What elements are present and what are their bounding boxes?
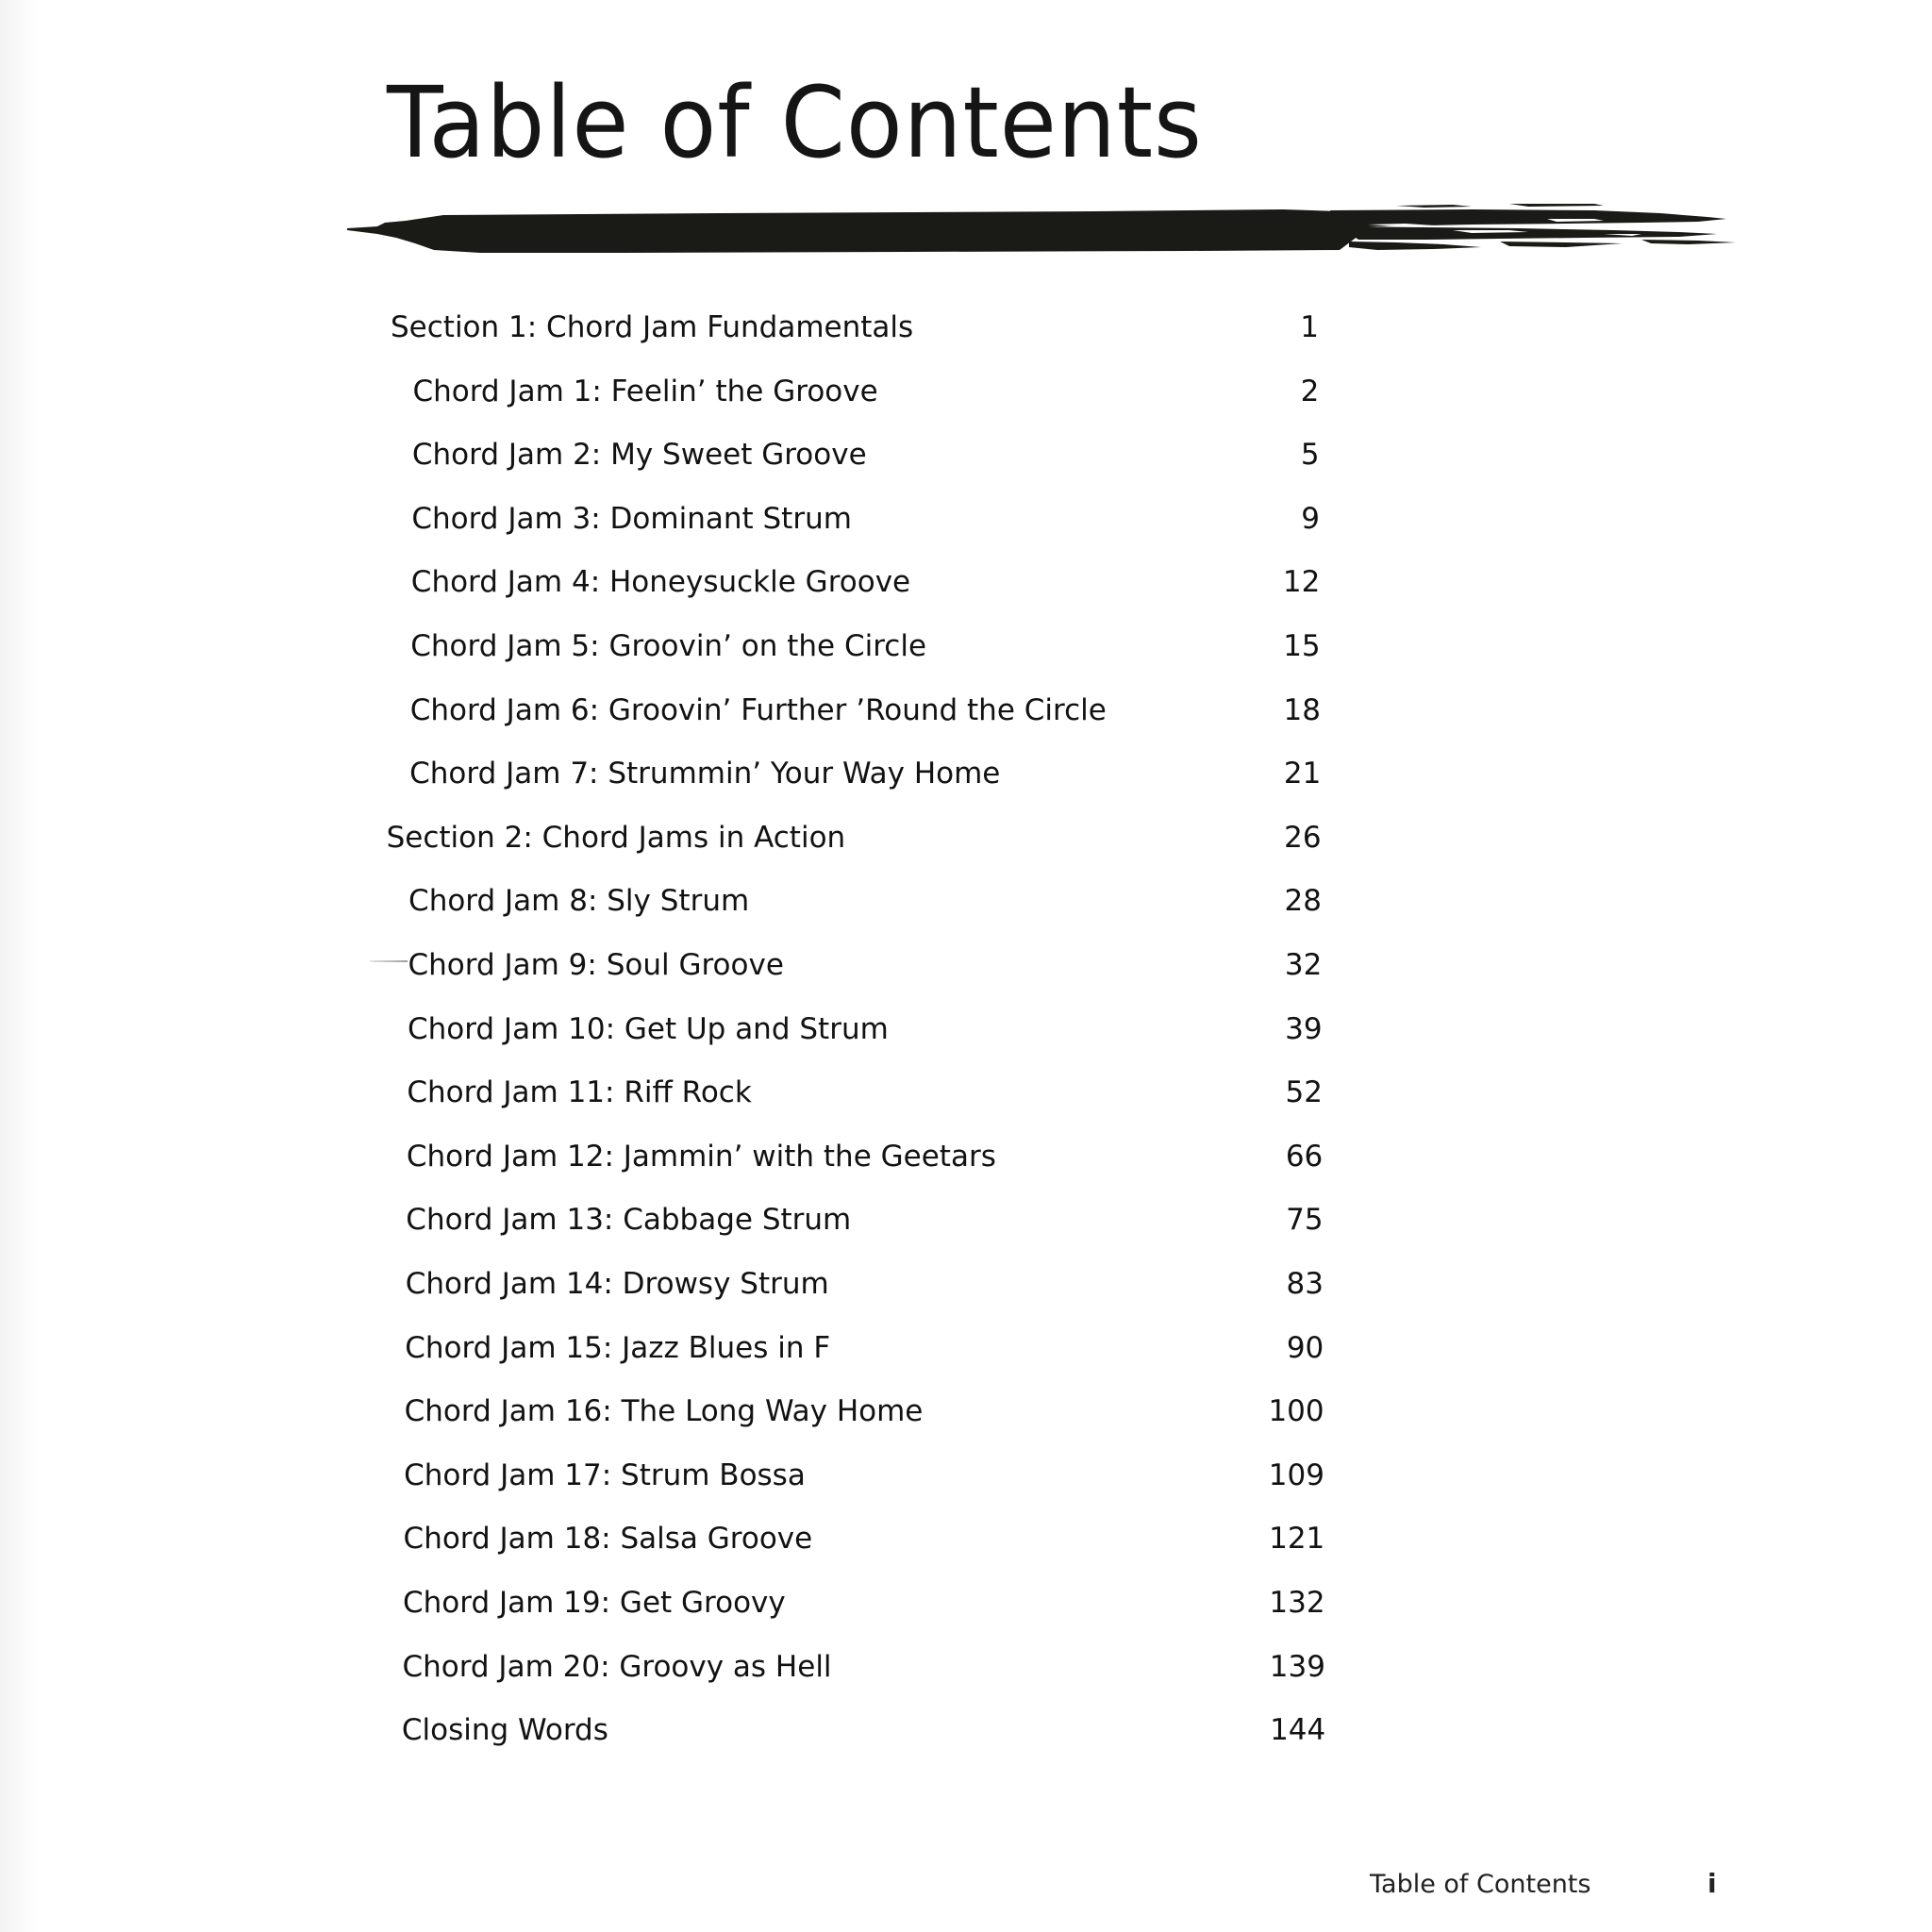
toc-entry[interactable]	[0, 558, 1932, 606]
toc-entry[interactable]	[0, 687, 1932, 734]
toc-entry-page-number: 109	[1268, 1457, 1324, 1492]
toc-entry-title: Chord Jam 14: Drowsy Strum	[405, 1267, 829, 1301]
toc-entry[interactable]	[0, 623, 1932, 670]
toc-entry[interactable]	[0, 1069, 1932, 1116]
toc-entry-page-number: 26	[1284, 820, 1322, 855]
toc-entry-title: Chord Jam 15: Jazz Blues in F	[405, 1330, 831, 1365]
toc-entry-title: Chord Jam 8: Sly Strum	[408, 884, 750, 919]
brush-stroke-divider	[340, 198, 1736, 264]
toc-entry-page-number: 12	[1282, 565, 1321, 600]
toc-entry-page-number: 39	[1285, 1011, 1323, 1046]
page-title: Table of Contents	[387, 65, 1203, 180]
toc-entry-page-number: 144	[1270, 1713, 1326, 1748]
toc-entry-title: Chord Jam 18: Salsa Groove	[403, 1522, 813, 1557]
toc-entry-page-number: 90	[1286, 1330, 1324, 1365]
toc-entry-page-number: 28	[1284, 884, 1322, 919]
toc-entry-title: Chord Jam 1: Feelin’ the Groove	[412, 374, 878, 408]
toc-entry-title: Chord Jam 5: Groovin’ on the Circle	[410, 629, 927, 663]
toc-entry-page-number: 18	[1283, 692, 1321, 727]
toc-entry[interactable]	[0, 368, 1932, 415]
toc-entry-title: Chord Jam 17: Strum Bossa	[404, 1457, 806, 1492]
toc-entry[interactable]	[0, 1133, 1932, 1180]
toc-entry-title: Chord Jam 2: My Sweet Groove	[411, 438, 867, 473]
toc-entry-title: Chord Jam 10: Get Up and Strum	[407, 1011, 889, 1046]
toc-entry-title: Closing Words	[401, 1713, 608, 1748]
toc-entry-page-number: 121	[1269, 1522, 1325, 1557]
toc-entry-title: Chord Jam 19: Get Groovy	[403, 1586, 786, 1620]
toc-entry[interactable]	[0, 1388, 1932, 1435]
toc-entry-page-number: 1	[1300, 310, 1319, 344]
toc-entry-page-number: 83	[1286, 1267, 1324, 1301]
toc-entry-title: Section 2: Chord Jams in Action	[386, 820, 846, 855]
toc-entry-title: Section 1: Chord Jam Fundamentals	[391, 310, 914, 344]
toc-entry[interactable]	[0, 1579, 1932, 1626]
toc-entry[interactable]	[0, 431, 1932, 478]
footer-page-number: i	[1707, 1868, 1717, 1899]
toc-entry-page-number: 100	[1268, 1394, 1324, 1429]
toc-section-heading[interactable]	[0, 814, 1932, 861]
toc-entry-title: Chord Jam 9: Soul Groove	[408, 948, 784, 982]
toc-entry-page-number: 139	[1269, 1649, 1325, 1684]
toc-entry[interactable]	[0, 1196, 1932, 1243]
toc-entry[interactable]	[0, 495, 1932, 542]
toc-entry-title: Chord Jam 4: Honeysuckle Groove	[410, 565, 911, 600]
toc-entry-title: Chord Jam 16: The Long Way Home	[404, 1394, 924, 1429]
toc-entry-page-number: 9	[1301, 501, 1320, 536]
toc-entry-page-number: 132	[1269, 1586, 1325, 1620]
toc-entry-title: Chord Jam 3: Dominant Strum	[411, 501, 852, 536]
toc-entry[interactable]	[0, 1515, 1932, 1562]
toc-entry[interactable]	[0, 877, 1932, 924]
toc-entry[interactable]	[0, 941, 1932, 989]
toc-entry-page-number: 2	[1300, 374, 1320, 408]
toc-entry[interactable]	[0, 1643, 1932, 1690]
toc-entry-title: Chord Jam 13: Cabbage Strum	[406, 1203, 852, 1238]
toc-section-heading[interactable]	[0, 304, 1932, 351]
scan-artifact-mark	[370, 960, 408, 962]
toc-entry[interactable]	[0, 1006, 1932, 1053]
toc-entry-title: Chord Jam 7: Strummin’ Your Way Home	[409, 757, 1001, 791]
toc-entry-title: Chord Jam 6: Groovin’ Further ’Round the Circle	[409, 692, 1107, 727]
toc-entry-title: Chord Jam 11: Riff Rock	[407, 1075, 752, 1110]
toc-entry[interactable]	[0, 750, 1932, 797]
toc-entry-title: Chord Jam 20: Groovy as Hell	[402, 1649, 832, 1684]
toc-entry-title: Chord Jam 12: Jammin’ with the Geetars	[406, 1139, 996, 1174]
toc-entry[interactable]	[0, 1260, 1932, 1307]
toc-entry-page-number: 21	[1283, 757, 1322, 791]
footer-running-head: Table of Contents	[1370, 1870, 1591, 1899]
toc-entry-page-number: 75	[1286, 1203, 1324, 1238]
toc-entry-page-number: 66	[1285, 1139, 1324, 1174]
toc-entry-page-number: 5	[1300, 438, 1320, 473]
toc-entry-page-number: 15	[1283, 629, 1321, 663]
toc-entry-page-number: 32	[1284, 948, 1323, 982]
toc-entry[interactable]	[0, 1452, 1932, 1499]
toc-entry-page-number: 52	[1285, 1075, 1323, 1110]
toc-entry[interactable]	[0, 1707, 1932, 1754]
toc-entry[interactable]	[0, 1324, 1932, 1372]
